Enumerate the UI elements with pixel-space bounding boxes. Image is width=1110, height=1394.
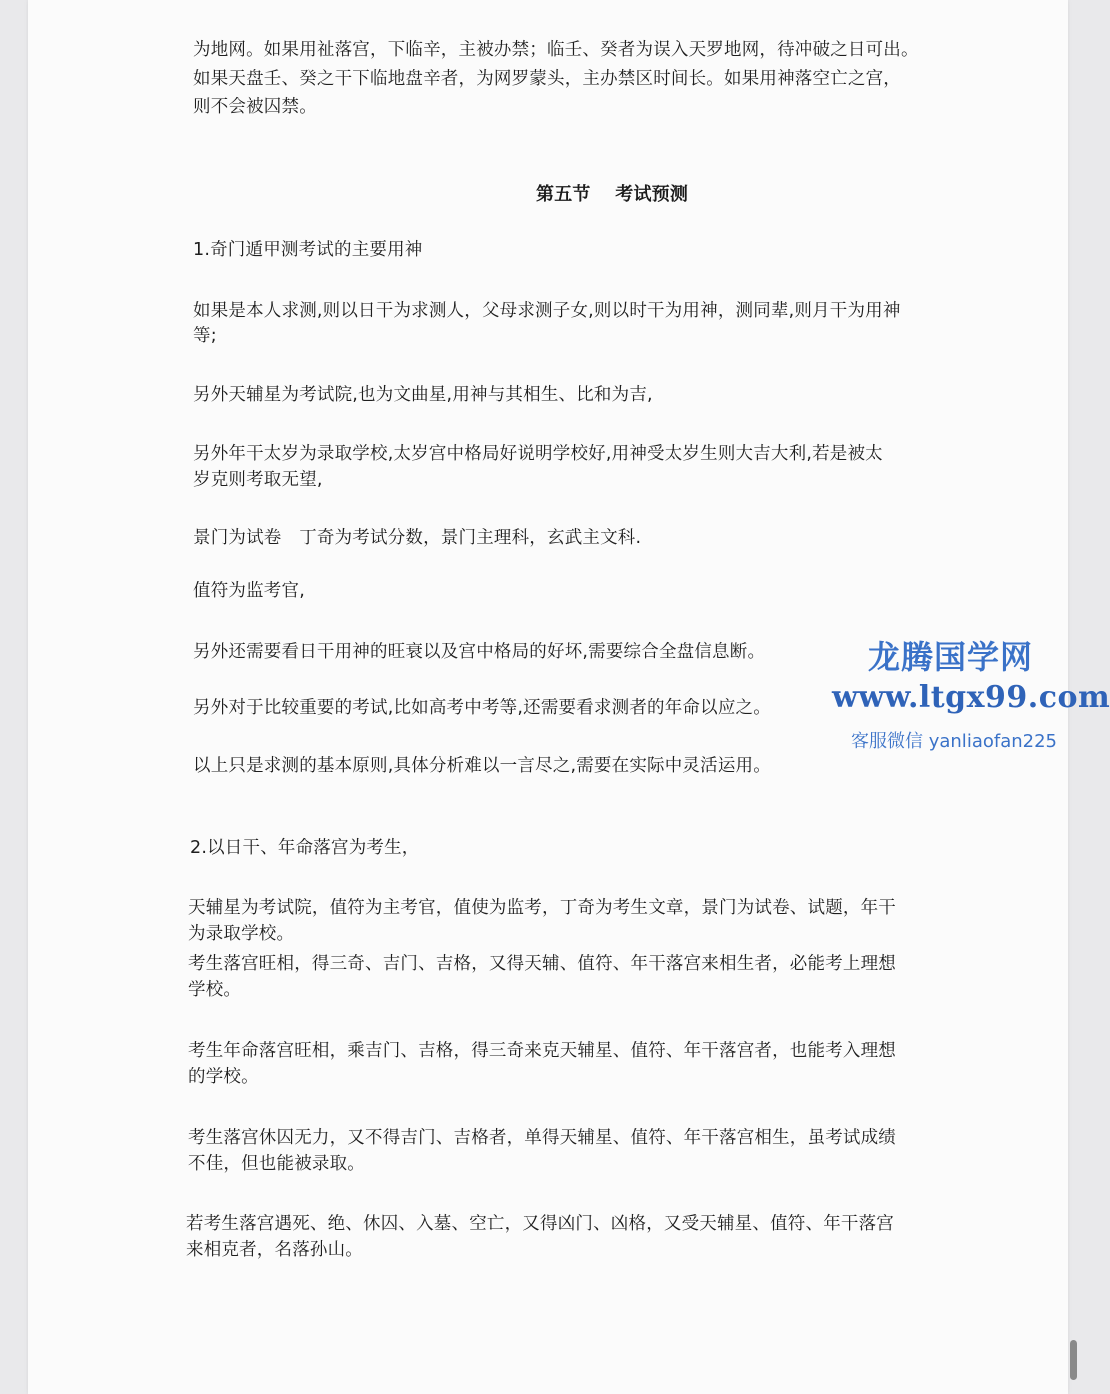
watermark-url: www.ltgx99.com bbox=[832, 680, 1110, 715]
s1-paragraph-8-line-1: 以上只是求测的基本原则,具体分析难以一言尽之,需要在实际中灵活运用。 bbox=[193, 756, 771, 776]
s1-paragraph-1-line-1: 如果是本人求测,则以日干为求测人，父母求测子女,则以时干为用神，测同辈,则月干为用神 bbox=[193, 301, 901, 321]
s2-paragraph-2-line-1: 考生年命落宫旺相，乘吉门、吉格，得三奇来克天辅星、值符、年干落宫者，也能考入理想 bbox=[188, 1041, 896, 1061]
vertical-scrollbar[interactable] bbox=[1068, 0, 1080, 1394]
s1-paragraph-4-line-1: 景门为试卷 丁奇为考试分数，景门主理科，玄武主文科. bbox=[193, 528, 642, 548]
watermark-contact: 客服微信 yanliaofan225 bbox=[851, 731, 1057, 752]
top-paragraph-line-1: 为地网。如果用祉落宫，下临辛，主被办禁；临壬、癸者为误入天罗地网，待冲破之日可出。 bbox=[193, 40, 919, 60]
top-paragraph-line-2: 如果天盘壬、癸之干下临地盘辛者，为网罗蒙头，主办禁区时间长。如果用神落空亡之宫， bbox=[193, 69, 901, 89]
s1-paragraph-5-line-1: 值符为监考官, bbox=[193, 581, 305, 601]
s2-paragraph-3-line-1: 考生落宫休囚无力，又不得吉门、吉格者，单得天辅星、值符、年干落宫相生，虽考试成绩 bbox=[188, 1128, 896, 1148]
s2-paragraph-4-line-1: 若考生落宫遇死、绝、休囚、入墓、空亡，又得凶门、凶格，又受天辅星、值符、年干落宫 bbox=[186, 1214, 894, 1234]
s1-paragraph-2-line-1: 另外天辅星为考试院,也为文曲星,用神与其相生、比和为吉, bbox=[193, 385, 653, 405]
top-paragraph-line-3: 则不会被囚禁。 bbox=[193, 97, 317, 117]
s1-paragraph-3-line-2: 岁克则考取无望, bbox=[193, 470, 323, 490]
s2-paragraph-1-line-3: 考生落宫旺相，得三奇、吉门、吉格，又得天辅、值符、年干落宫来相生者，必能考上理想 bbox=[188, 954, 896, 974]
s1-paragraph-7-line-1: 另外对于比较重要的考试,比如高考中考等,还需要看求测者的年命以应之。 bbox=[193, 698, 771, 718]
s1-paragraph-3-line-1: 另外年干太岁为录取学校,太岁宫中格局好说明学校好,用神受太岁生则大吉大利,若是被太 bbox=[193, 444, 883, 464]
subsection-2-heading: 2.以日干、年命落宫为考生， bbox=[190, 838, 420, 858]
watermark-brand: 龙腾国学网 bbox=[868, 638, 1034, 676]
s1-paragraph-6-line-1: 另外还需要看日干用神的旺衰以及宫中格局的好坏,需要综合全盘信息断。 bbox=[193, 642, 766, 662]
s2-paragraph-2-line-2: 的学校。 bbox=[188, 1067, 259, 1087]
scrollbar-thumb[interactable] bbox=[1070, 1340, 1077, 1380]
s1-paragraph-1-line-2: 等; bbox=[193, 326, 217, 346]
s2-paragraph-1-line-1: 天辅星为考试院，值符为主考官，值使为监考，丁奇为考生文章，景门为试卷、试题，年干 bbox=[188, 898, 896, 918]
subsection-1-heading: 1.奇门遁甲测考试的主要用神 bbox=[193, 240, 423, 260]
s2-paragraph-1-line-2: 为录取学校。 bbox=[188, 924, 295, 944]
s2-paragraph-3-line-2: 不佳，但也能被录取。 bbox=[188, 1154, 365, 1174]
section-title: 第五节 考试预测 bbox=[536, 184, 689, 205]
s2-paragraph-4-line-2: 来相克者，名落孙山。 bbox=[186, 1240, 363, 1260]
s2-paragraph-1-line-4: 学校。 bbox=[188, 980, 242, 1000]
